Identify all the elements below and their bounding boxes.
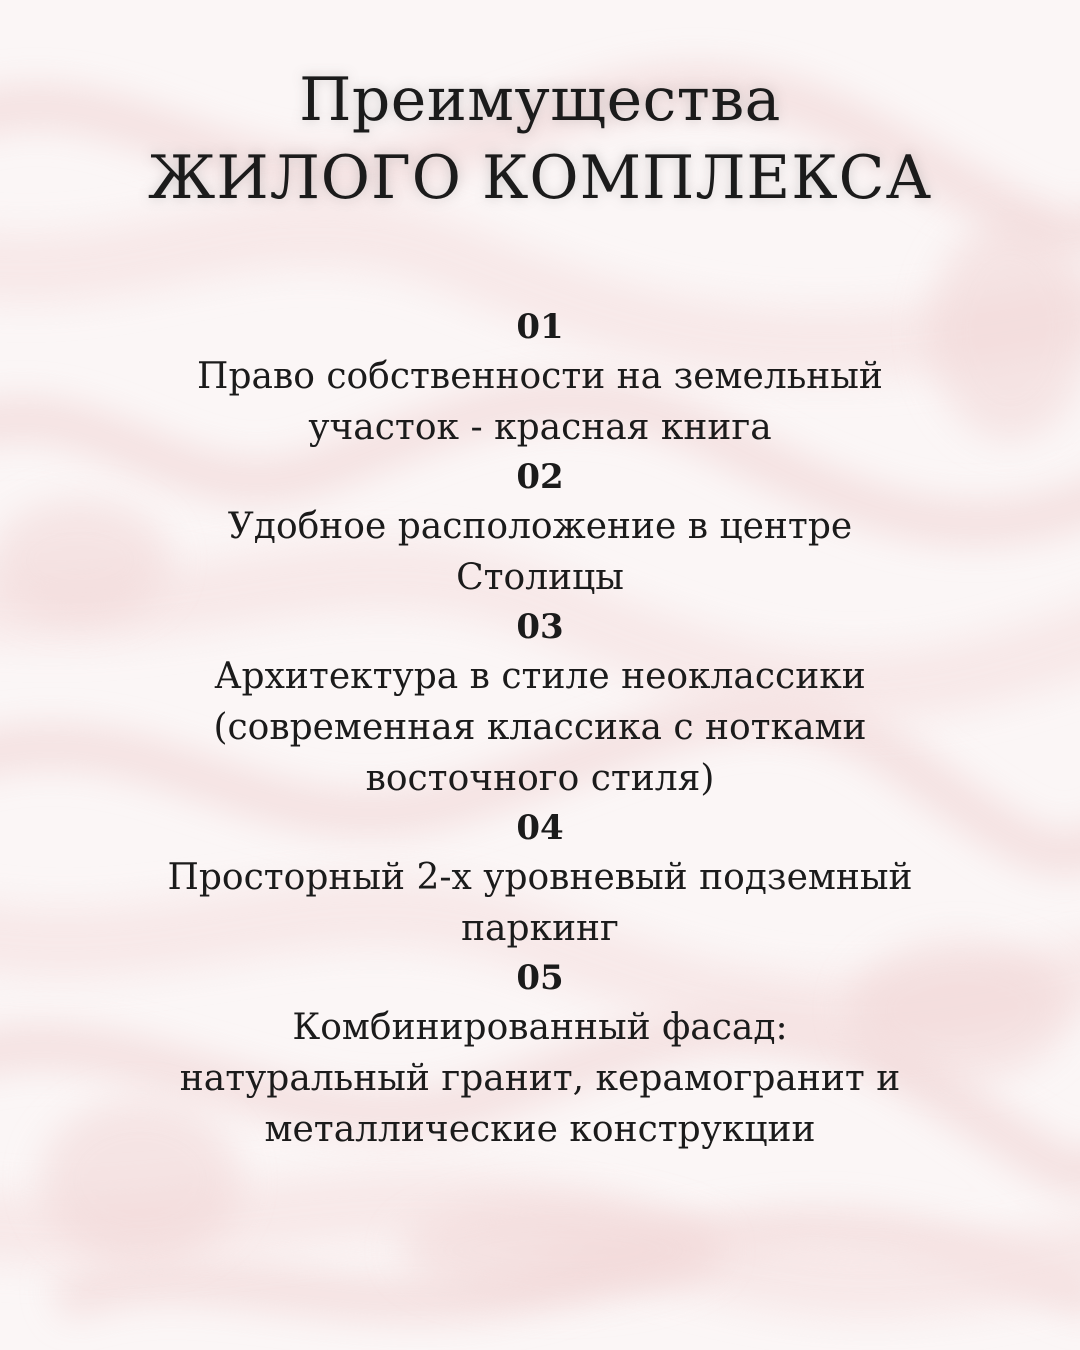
list-item (60, 603, 1020, 804)
item-text (60, 1002, 1020, 1155)
item-text-line: Столицы (456, 557, 624, 598)
list-item (60, 303, 1020, 453)
item-text (60, 852, 1020, 954)
item-text-line: натуральный гранит, керамогранит и (179, 1058, 901, 1099)
item-text-line: металлические конструкции (264, 1109, 816, 1150)
item-number: 02 (516, 457, 564, 497)
item-number: 05 (516, 958, 564, 998)
item-number: 01 (516, 307, 564, 347)
item-text (60, 501, 1020, 603)
item-text (60, 351, 1020, 453)
item-text (60, 651, 1020, 804)
item-text-line: Комбинированный фасад: (292, 1007, 788, 1048)
item-text-line: восточного стиля) (365, 758, 715, 799)
title-line-1: Преимущества (299, 65, 781, 135)
item-text-line: (современная классика с нотками (213, 707, 867, 748)
list-item (60, 453, 1020, 603)
item-text-line: участок - красная книга (308, 407, 772, 448)
advantages-list (60, 303, 1020, 1155)
item-text-line: паркинг (461, 908, 619, 949)
item-text-line: Право собственности на земельный (197, 356, 883, 397)
item-text-line: Просторный 2-х уровневый подземный (167, 857, 913, 898)
list-item (60, 804, 1020, 954)
item-number: 04 (516, 808, 564, 848)
item-number: 03 (516, 607, 564, 647)
list-item (60, 954, 1020, 1155)
item-text-line: Удобное расположение в центре (227, 506, 853, 547)
title-line-2: ЖИЛОГО КОМПЛЕКСА (147, 143, 933, 213)
item-text-line: Архитектура в стиле неоклассики (214, 656, 866, 697)
